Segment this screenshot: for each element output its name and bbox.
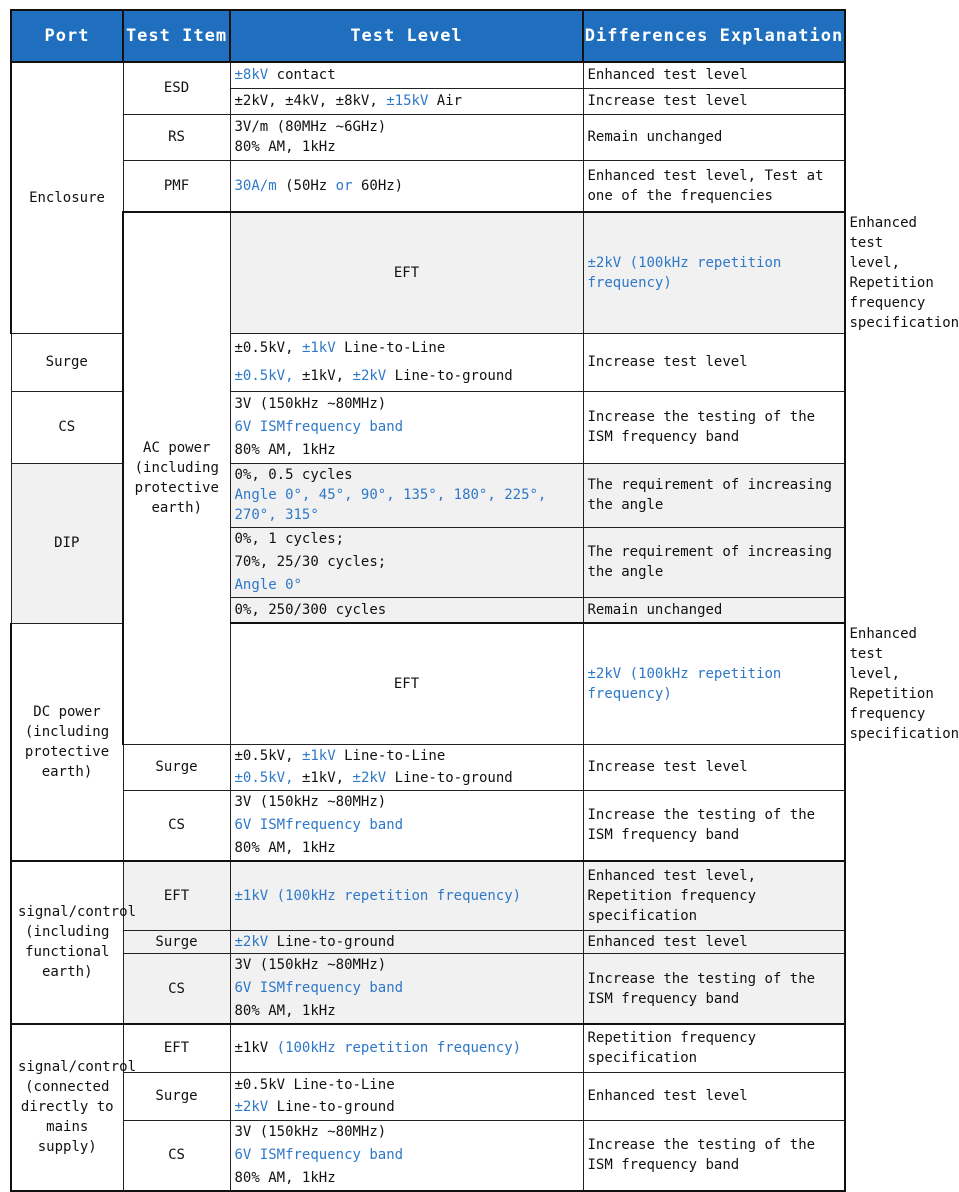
table-row <box>11 954 845 1025</box>
test-level <box>230 391 583 463</box>
test-item-esd: ESD <box>123 62 230 114</box>
test-item-eft: EFT <box>123 861 230 931</box>
test-level: ±1kV (100kHz repetition frequency) <box>230 861 583 931</box>
level-text: (50Hz <box>276 177 328 194</box>
explanation: Remain unchanged <box>583 597 845 623</box>
level-text: ±0.5kV, <box>234 340 294 356</box>
level-value: ±15kV <box>377 93 429 109</box>
level-line: 80% AM, 1kHz <box>234 1003 336 1019</box>
explanation: Enhanced test level <box>583 1072 845 1120</box>
explanation: Increase the testing of the ISM frequency band <box>583 790 845 861</box>
header-port: Port <box>11 10 123 62</box>
test-item-surge: Surge <box>123 931 230 954</box>
test-item-cs: CS <box>11 391 123 463</box>
level-line: 3V (150kHz ~80MHz) <box>234 395 387 412</box>
test-level <box>230 790 583 861</box>
level-value: ±2kV <box>344 770 387 786</box>
test-level <box>230 62 583 88</box>
explanation: The requirement of increasing the angle <box>583 463 845 527</box>
level-value: ±2kV <box>344 368 387 384</box>
test-level <box>230 160 583 212</box>
test-level <box>230 527 583 597</box>
level-line: 3V/m (80MHz ~6GHz) <box>234 119 387 135</box>
explanation: Enhanced test level <box>583 62 845 88</box>
explanation: Increase the testing of the ISM frequency band <box>583 954 845 1025</box>
explanation: Increase the testing of the ISM frequency band <box>583 1120 845 1191</box>
emc-test-comparison-table <box>10 9 959 1192</box>
level-text: Line-to-Line <box>335 748 446 764</box>
explanation: Enhanced test level, Test at one of the frequencies <box>583 160 845 212</box>
table-row <box>11 114 845 160</box>
table-row <box>11 931 845 954</box>
table-row <box>11 861 845 931</box>
level-text: ±2kV, ±4kV, ±8kV, <box>234 93 378 109</box>
test-item-rs: RS <box>123 114 230 160</box>
level-value: or <box>327 177 353 194</box>
level-value: ±0.5kV, <box>234 770 294 786</box>
port-enclosure: Enclosure <box>11 62 123 333</box>
level-line <box>235 1096 579 1118</box>
test-level <box>230 744 583 790</box>
level-line <box>235 745 579 767</box>
level-line: 6V ISMfrequency band <box>234 418 404 435</box>
level-text: ±1kV, <box>293 368 345 384</box>
level-value: ±2kV <box>234 1099 269 1115</box>
test-level: ±2kV (100kHz repetition frequency) <box>583 212 845 333</box>
level-line: 6V ISMfrequency band <box>234 816 404 833</box>
level-text: Line-to-ground <box>386 770 513 786</box>
test-item-surge: Surge <box>123 744 230 790</box>
header-row <box>11 10 845 62</box>
test-level <box>230 1120 583 1191</box>
test-item-cs: CS <box>123 954 230 1025</box>
level-text: contact <box>268 67 336 84</box>
level-line: 3V (150kHz ~80MHz) <box>234 957 387 973</box>
table-row <box>11 1072 845 1120</box>
level-text: ±0.5kV, <box>234 748 294 764</box>
level-line: 70%, 25/30 cycles; <box>234 553 387 570</box>
explanation: Enhanced test level <box>583 931 845 954</box>
table-row <box>11 62 845 88</box>
level-text: Line-to-ground <box>268 1099 395 1115</box>
test-item-pmf: PMF <box>123 160 230 212</box>
level-line: 80% AM, 1kHz <box>234 1169 336 1186</box>
explanation: The requirement of increasing the angle <box>583 527 845 597</box>
explanation: Increase test level <box>583 88 845 114</box>
level-text: Air <box>428 93 463 109</box>
level-text: ±1kV, <box>293 770 345 786</box>
level-text: Line-to-ground <box>268 934 395 950</box>
test-item-dip: DIP <box>11 463 123 623</box>
test-level <box>230 333 583 391</box>
table-row <box>11 744 845 790</box>
test-level <box>230 1072 583 1120</box>
level-value: ±1kV <box>293 340 336 356</box>
test-item-surge: Surge <box>123 1072 230 1120</box>
test-item-eft: EFT <box>230 212 583 333</box>
level-line <box>235 767 579 789</box>
level-line: 80% AM, 1kHz <box>234 139 336 155</box>
table-row <box>11 1024 845 1072</box>
test-item-eft: EFT <box>230 623 583 744</box>
level-line: 0%, 0.5 cycles <box>234 467 353 483</box>
test-level <box>230 1024 583 1072</box>
level-line: Angle 0° <box>234 576 302 593</box>
test-level: 0%, 250/300 cycles <box>230 597 583 623</box>
table-row: AC power (including protective earth) EFT ±2kV (100kHz repetition frequency) Enhanced test level, Repetition frequency specification <box>11 212 845 333</box>
test-level <box>230 114 583 160</box>
test-level <box>230 88 583 114</box>
header-explanation: Differences Explanation <box>583 10 845 62</box>
explanation: Repetition frequency specification <box>583 1024 845 1072</box>
level-value: (100kHz repetition frequency) <box>268 1040 522 1057</box>
level-line <box>235 362 579 390</box>
test-level: ±2kV (100kHz repetition frequency) <box>583 623 845 744</box>
level-line: 0%, 1 cycles; <box>234 530 345 547</box>
level-line: 6V ISMfrequency band <box>234 1146 404 1163</box>
table-row <box>11 1120 845 1191</box>
level-line: 6V ISMfrequency band <box>234 980 404 996</box>
level-text: 60Hz) <box>352 177 404 194</box>
table-row <box>11 160 845 212</box>
test-level <box>230 954 583 1025</box>
table-row: DC power (including protective earth) EFT ±2kV (100kHz repetition frequency) Enhanced test level, Repetition frequency specification <box>11 623 845 744</box>
level-line <box>235 334 579 362</box>
level-line: 80% AM, 1kHz <box>234 839 336 856</box>
explanation: Increase test level <box>583 744 845 790</box>
level-text: ±1kV <box>234 1040 269 1057</box>
port-signal-mains: signal/control (connected directly to mains supply) <box>11 1024 123 1191</box>
level-value: ±0.5kV, <box>234 368 294 384</box>
level-value: ±1kV <box>293 748 336 764</box>
level-line: Angle 0°, 45°, 90°, 135°, 180°, 225°, 270°, 315° <box>234 487 547 523</box>
test-item-eft: EFT <box>123 1024 230 1072</box>
test-item-surge: Surge <box>11 333 123 391</box>
explanation: Remain unchanged <box>583 114 845 160</box>
header-test-level: Test Level <box>230 10 583 62</box>
level-text: Line-to-ground <box>386 368 513 384</box>
table-row <box>11 790 845 861</box>
port-ac-power: AC power (including protective earth) <box>123 212 230 744</box>
test-item-cs: CS <box>123 790 230 861</box>
level-value: ±8kV <box>234 67 269 84</box>
level-value: 30A/m <box>234 177 277 194</box>
test-level <box>230 931 583 954</box>
port-dc-power: DC power (including protective earth) <box>11 623 123 861</box>
explanation: Increase test level <box>583 333 845 391</box>
explanation: Enhanced test level, Repetition frequency specification <box>583 861 845 931</box>
explanation: Increase the testing of the ISM frequency band <box>583 391 845 463</box>
level-value: ±2kV <box>234 934 269 950</box>
test-item-cs: CS <box>123 1120 230 1191</box>
level-line: 3V (150kHz ~80MHz) <box>234 793 387 810</box>
test-level <box>230 463 583 527</box>
header-test-item: Test Item <box>123 10 230 62</box>
level-line: ±0.5kV Line-to-Line <box>234 1077 395 1093</box>
port-signal-functional-earth: signal/control (including functional earth) <box>11 861 123 1025</box>
level-line: 80% AM, 1kHz <box>234 441 336 458</box>
level-text: Line-to-Line <box>335 340 446 356</box>
level-line: 3V (150kHz ~80MHz) <box>234 1123 387 1140</box>
